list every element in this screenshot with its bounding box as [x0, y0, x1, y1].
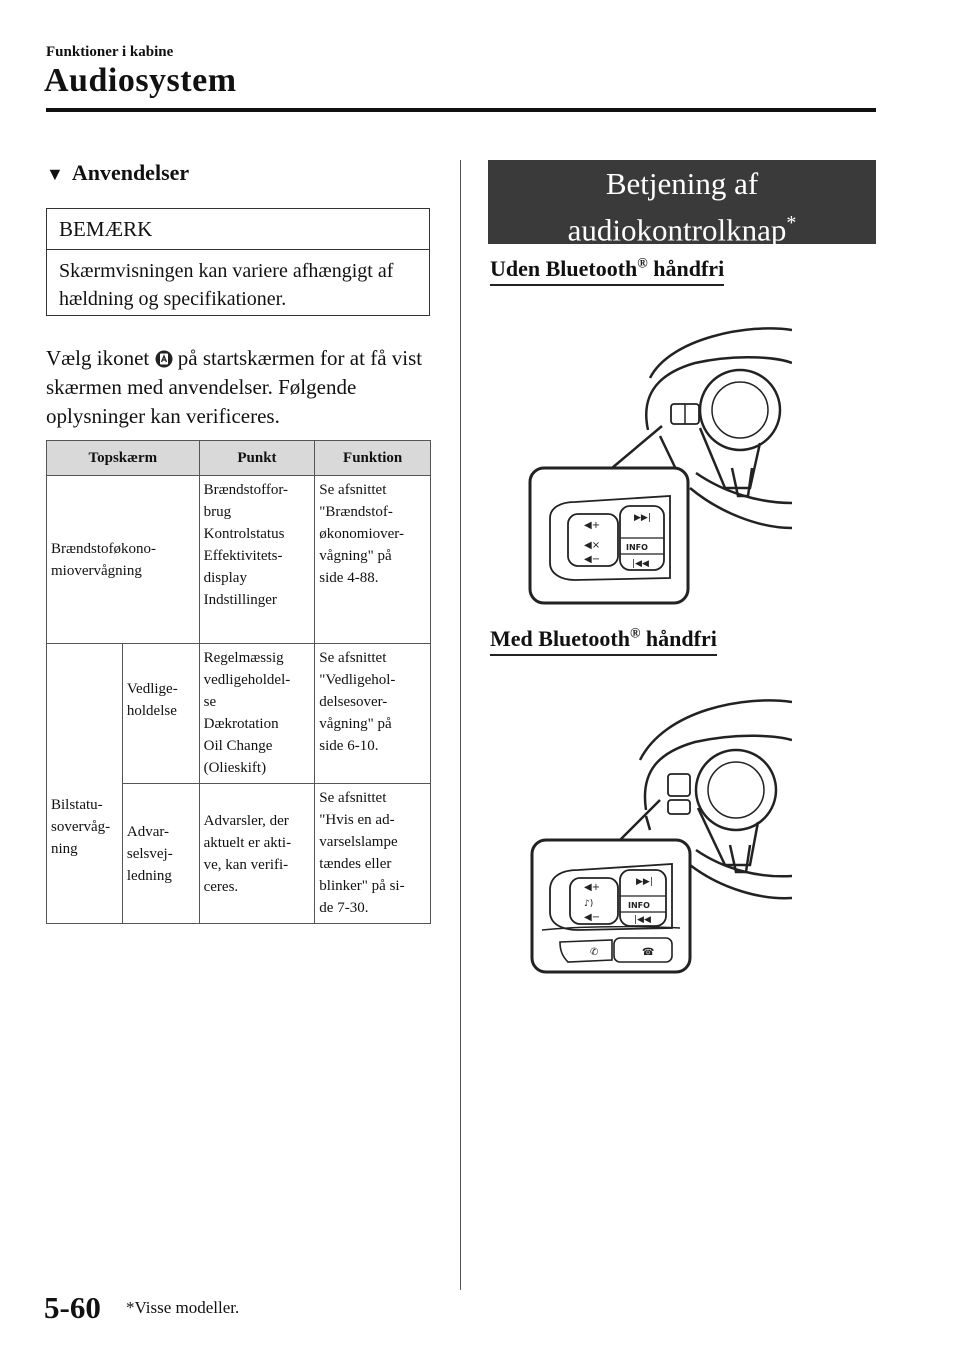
- banner-line-2-text: audiokontrolknap: [567, 212, 787, 248]
- note-separator: [47, 249, 429, 250]
- table-cell: Se afsnittet "Hvis en ad- varselslampe tændes eller blinker" på si- de 7-30.: [315, 784, 431, 924]
- table-header-row: [47, 441, 431, 476]
- section-kicker: Funktioner i kabine: [46, 44, 174, 60]
- svg-text:▶▶|: ▶▶|: [636, 877, 653, 887]
- banner-line-2: [488, 204, 876, 249]
- steering-wheel-illustration-with-bluetooth: [520, 690, 792, 976]
- para-text-after: på startskærmen for at få vist skærmen med anvendelser. Følgende oplysninger kan verificeres.: [46, 346, 423, 428]
- banner-asterisk: *: [786, 212, 797, 234]
- switch-closeup-panel: [530, 468, 688, 603]
- applications-table: [46, 440, 431, 924]
- table-cell: Advarsler, der aktuelt er akti- ve, kan verifi- ceres.: [199, 784, 315, 924]
- svg-text:◀×: ◀×: [584, 540, 601, 551]
- heading-text: Uden Bluetooth: [490, 256, 638, 281]
- svg-text:▶▶|: ▶▶|: [634, 513, 651, 523]
- note-body: Skærmvisningen kan variere afhængigt af hældning og specifikationer.: [59, 260, 394, 310]
- table-header: Funktion: [315, 441, 431, 476]
- table-cell: Brændstoføkono- miovervågning: [47, 476, 200, 644]
- info-button-label: INFO: [628, 901, 650, 910]
- table-cell: Brændstoffor- brug Kontrolstatus Effektivitets- display Indstillinger: [199, 476, 315, 644]
- registered-mark: ®: [637, 256, 648, 272]
- subsection-heading: [46, 160, 189, 186]
- note-title: BEMÆRK: [59, 217, 153, 241]
- svg-text:◀+: ◀+: [584, 520, 601, 531]
- svg-text:|◀◀: |◀◀: [632, 559, 649, 569]
- table-header: Topskærm: [47, 441, 200, 476]
- para-text-before: Vælg ikonet: [46, 346, 155, 370]
- svg-text:◀−: ◀−: [584, 912, 601, 923]
- column-divider: [460, 160, 461, 1290]
- header-rule: [46, 108, 876, 112]
- applications-icon: [155, 350, 173, 368]
- section-banner: [488, 160, 876, 248]
- table-row: [47, 644, 431, 784]
- svg-text:|◀◀: |◀◀: [634, 915, 651, 925]
- table-cell: Vedlige- holdelse: [122, 644, 199, 784]
- phone-pickup-icon: ✆: [590, 947, 599, 958]
- banner-line-1: Betjening af: [605, 166, 759, 201]
- switch-closeup-panel: [532, 840, 690, 972]
- note-box: [46, 208, 430, 316]
- svg-text:◀−: ◀−: [584, 554, 601, 565]
- svg-text:♪): ♪): [584, 899, 594, 909]
- heading-text-tail: håndfri: [640, 626, 717, 651]
- triangle-marker-icon: ▼: [46, 164, 64, 184]
- table-cell: Se afsnittet "Brændstof- økonomiover- vågning" på side 4-88.: [315, 476, 431, 644]
- chapter-title: Audiosystem: [44, 62, 237, 99]
- info-button-label: INFO: [626, 543, 648, 552]
- instruction-paragraph: [46, 344, 436, 431]
- heading-with-bluetooth: [490, 626, 717, 656]
- table-cell: Regelmæssig vedligeholdel- se Dækrotation Oil Change (Olieskift): [199, 644, 315, 784]
- footnote: *Visse modeller.: [126, 1298, 240, 1317]
- table-row: [47, 476, 431, 644]
- table-cell: Advar- selsvej- ledning: [122, 784, 199, 924]
- page-number: 5-60: [44, 1290, 101, 1325]
- subsection-heading-text: Anvendelser: [71, 160, 190, 185]
- registered-mark: ®: [629, 626, 641, 642]
- heading-text-tail: håndfri: [647, 256, 725, 281]
- table-cell: Bilstatu- sovervåg- ning: [47, 644, 123, 924]
- phone-hangup-icon: ☎: [642, 947, 655, 958]
- table-header: Punkt: [199, 441, 315, 476]
- steering-wheel-illustration-without-bluetooth: [520, 318, 792, 608]
- heading-text: Med Bluetooth: [490, 626, 630, 651]
- table-cell: Se afsnittet "Vedligehol- delsesover- vågning" på side 6-10.: [315, 644, 431, 784]
- heading-without-bluetooth: [490, 256, 724, 286]
- svg-text:◀+: ◀+: [584, 882, 601, 893]
